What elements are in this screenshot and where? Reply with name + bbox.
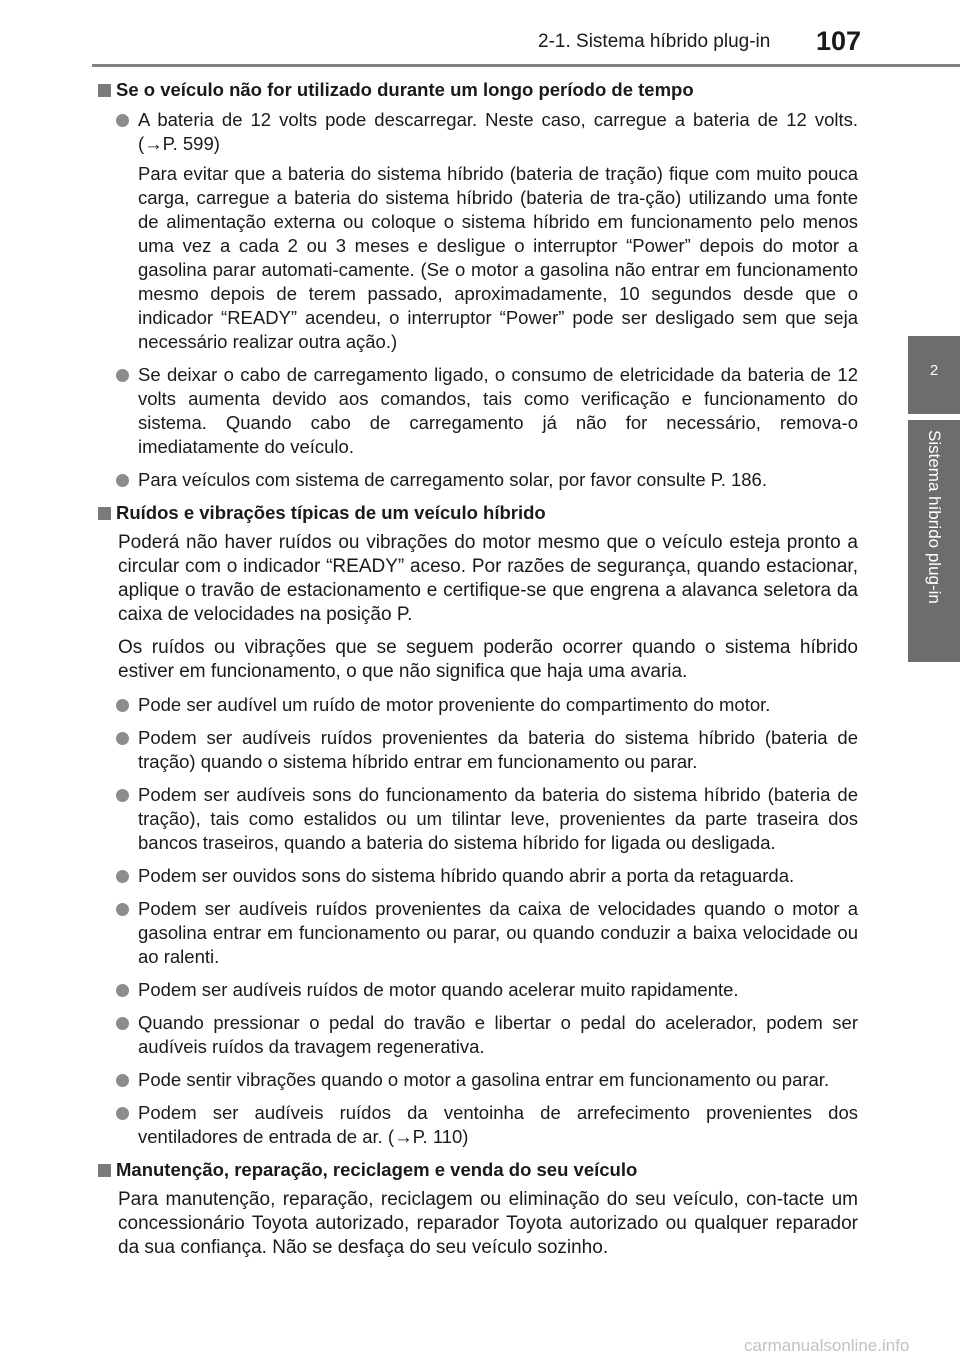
section-long-storage [96,78,858,492]
section-heading [96,1158,858,1182]
header-divider [92,64,960,67]
list-item [96,783,858,855]
list-item-text: Pode sentir vibrações quando o motor a gasolina entrar em funcionamento ou parar. [138,1069,830,1090]
list-item-text: A bateria de 12 volts pode descarregar. Neste caso, carregue a bateria de 12 volts. (→P. 599) [138,109,858,154]
round-bullet-icon [116,1017,129,1030]
section-heading [96,501,858,525]
round-bullet-icon [116,1107,129,1120]
list-item-text: Quando pressionar o pedal do travão e libertar o pedal do acelerador, podem ser audíveis ruídos da travagem regenerativa. [138,1012,858,1057]
section-noises-vibrations [96,501,858,1149]
square-bullet-icon [98,507,111,520]
section-heading-text: Ruídos e vibrações típicas de um veículo híbrido [116,502,546,523]
round-bullet-icon [116,369,129,382]
round-bullet-icon [116,870,129,883]
list-item [96,108,858,156]
chapter-tab [908,336,960,414]
section-heading-text: Se o veículo não for utilizado durante um longo período de tempo [116,79,694,100]
list-item [96,363,858,459]
list-item [96,1101,858,1149]
section-heading [96,78,858,102]
page-number: 107 [816,26,862,56]
list-item [96,1068,858,1092]
header-section-title: 2-1. Sistema híbrido plug-in [538,31,771,52]
section-maintenance [96,1158,858,1260]
round-bullet-icon [116,789,129,802]
list-item [96,693,858,717]
list-item-text: Podem ser audíveis ruídos provenientes da caixa de velocidades quando o motor a gasolina entrar em funcionamento ou parar, ou quando conduzir a baixa velocidade ou ao ralenti. [138,898,858,967]
chapter-number: 2 [929,362,939,379]
round-bullet-icon [116,699,129,712]
round-bullet-icon [116,474,129,487]
square-bullet-icon [98,84,111,97]
round-bullet-icon [116,1074,129,1087]
list-item-text: Se deixar o cabo de carregamento ligado, o consumo de eletricidade da bateria de 12 volts aumenta devido aos comandos, tais como verificação e funcionamento do sistema. Quando cabo de carregamento já não for necessário, remova-o imediatamente do veículo. [138,364,858,457]
list-item [96,468,858,492]
list-item-text: Podem ser ouvidos sons do sistema híbrido quando abrir a porta da retaguarda. [138,865,795,886]
chapter-title: Sistema híbrido plug-in [925,430,944,604]
round-bullet-icon [116,732,129,745]
list-item-text: Podem ser audíveis ruídos da ventoinha de arrefecimento provenientes dos ventiladores de entrada de ar. (→P. 110) [138,1102,858,1147]
list-item [96,1011,858,1059]
list-item [96,864,858,888]
list-item-text: Para veículos com sistema de carregamento solar, por favor consulte P. 186. [138,469,767,490]
body-paragraph: Poderá não haver ruídos ou vibrações do motor mesmo que o veículo esteja pronto a circular com o indicador “READY” aceso. Por razões de segurança, quando estacionar, aplique o travão de estacionamento e certifique-se que engrena a alavanca seletora da caixa de velocidades na posição P. [118,532,858,625]
list-item-paragraph: Para evitar que a bateria do sistema híbrido (bateria de tração) fique com muito pouca carga, carregue a bateria do sistema híbrido (bateria de tra-ção) utilizando uma fonte de alimentação externa ou coloque o sistema híbrido em funcionamento pelo menos uma vez a cada 2 ou 3 meses e desligue o interruptor “Power” depois do motor a gasolina parar automati-camente. (Se o motor a gasolina não entrar em funcionamento mesmo depois de terem passado, aproximadamente, 10 segundos desde que o indicador “READY” acendeu, o interruptor “Power” pode ser desligado sem que seja necessário realizar outra ação.) [138,163,858,352]
list-item-text: Podem ser audíveis ruídos de motor quando acelerar muito rapidamente. [138,979,739,1000]
list-item [96,726,858,774]
round-bullet-icon [116,984,129,997]
list-item-text: Podem ser audíveis ruídos provenientes da bateria do sistema híbrido (bateria de tração) quando o sistema híbrido entrar em funcionamento ou parar. [138,727,858,772]
site-watermark: carmanualsonline.info [744,1336,910,1355]
list-item [96,897,858,969]
round-bullet-icon [116,114,129,127]
body-paragraph: Para manutenção, reparação, reciclagem ou eliminação do seu veículo, con-tacte um concessionário Toyota autorizado, reparador Toyota autorizado ou qualquer reparador da sua confiança. Não se desfaça do seu veículo sozinho. [118,1189,858,1258]
round-bullet-icon [116,903,129,916]
section-heading-text: Manutenção, reparação, reciclagem e venda do seu veículo [116,1159,638,1180]
list-item [96,978,858,1002]
body-paragraph: Os ruídos ou vibrações que se seguem poderão ocorrer quando o sistema híbrido estiver em funcionamento, o que não significa que haja uma avaria. [118,637,858,682]
chapter-strip [908,420,960,662]
square-bullet-icon [98,1164,111,1177]
list-item-text: Podem ser audíveis sons do funcionamento da bateria do sistema híbrido (bateria de tração), tais como estalidos ou um tilintar leve, provenientes da parte traseira dos bancos traseiros, quando a bateria do sistema híbrido for ligada ou desligada. [138,784,858,853]
list-item-text: Pode ser audível um ruído de motor proveniente do compartimento do motor. [138,694,771,715]
page-header [0,0,960,64]
page-content [96,78,858,1269]
